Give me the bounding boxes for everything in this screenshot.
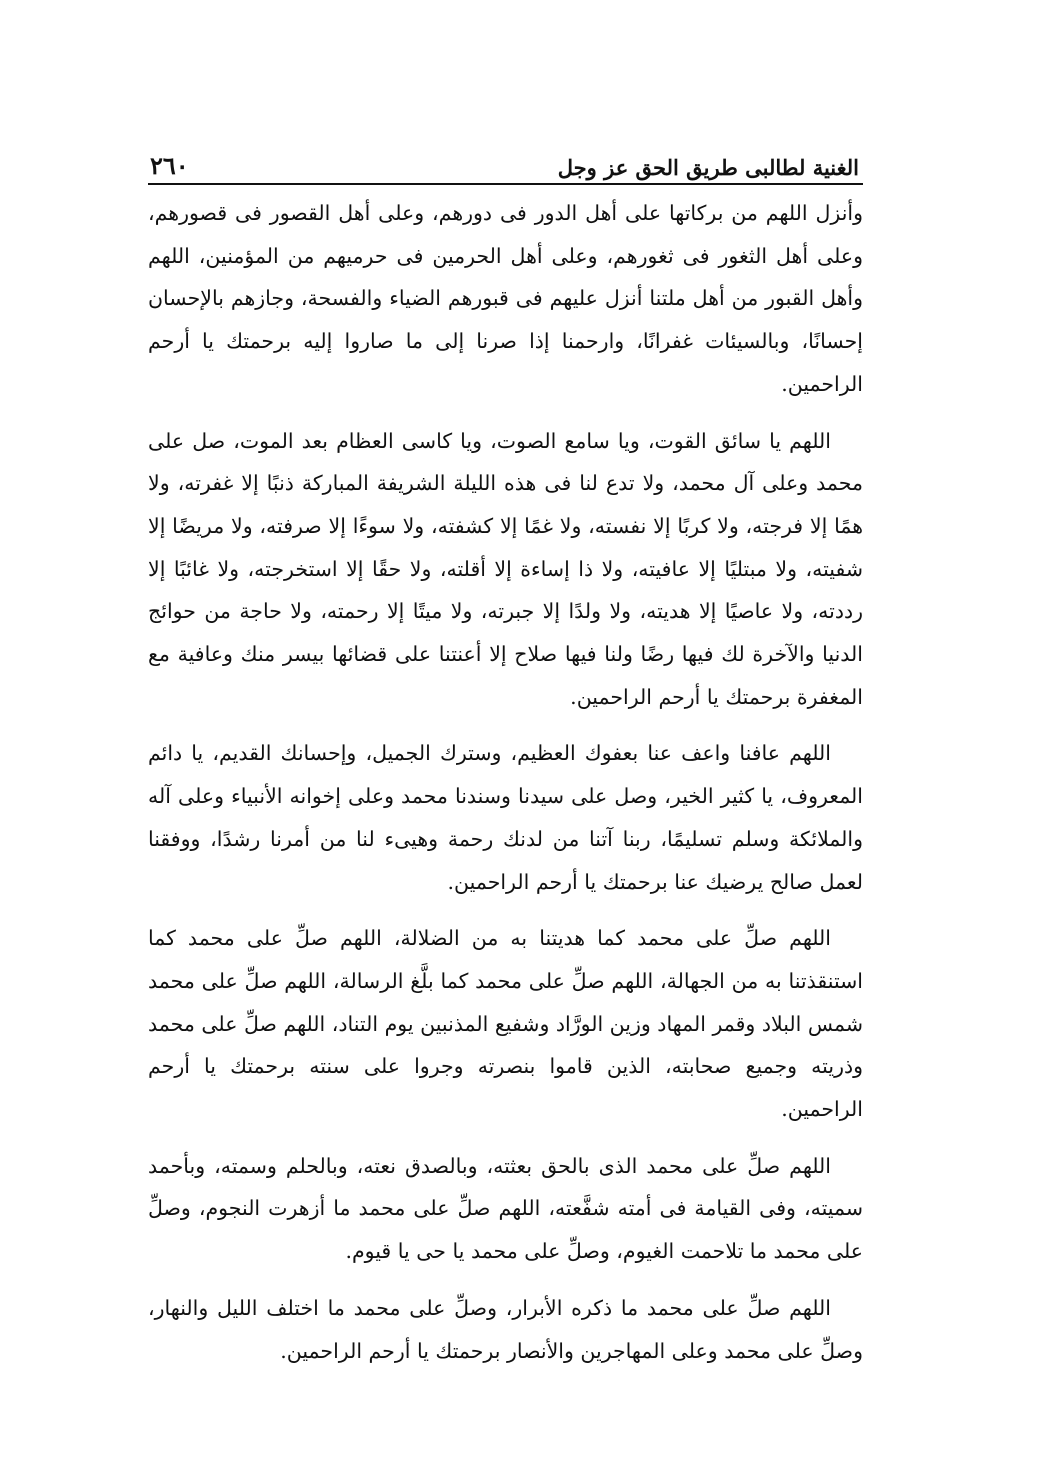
header-rule [148,183,863,185]
paragraph: اللهم صلِّ على محمد ما ذكره الأبرار، وصلِّ على محمد ما اختلف الليل والنهار، وصلِّ على محمد وعلى المهاجرين والأنصار برحمتك يا أرحم الراحمين. [148,1295,863,1363]
paragraph: وأنزل اللهم من بركاتها على أهل الدور فى دورهم، وعلى أهل القصور فى قصورهم، وعلى أهل الثغور فى ثغورهم، وعلى أهل الحرمين فى حرميهم من المؤمنين، اللهم وأهل القبور من أهل ملتنا أنزل عليهم فى قبورهم الضياء والفسحة، وجازهم بالإحسان إحسانًا، وبالسيئات غفرانًا، وارحمنا إذا صرنا إلى ما صاروا إليه برحمتك يا أرحم الراحمين. [148,201,863,396]
running-title: الغنية لطالبى طريق الحق عز وجل [557,155,859,180]
paragraph: اللهم صلِّ على محمد الذى بالحق بعثته، وبالصدق نعته، وبالحلم وسمته، وبأحمد سميته، وفى القيامة فى أمته شفَّعته، اللهم صلِّ على محمد ما أزهرت النجوم، وصلِّ على محمد ما تلاحمت الغيوم، وصلِّ على محمد يا حى يا قيوم. [148,1153,863,1264]
page-number: ٢٦٠ [150,151,189,180]
paragraph: اللهم عافنا واعف عنا بعفوك العظيم، وسترك الجميل، وإحسانك القديم، يا دائم المعروف، يا كثير الخير، وصل على سيدنا وسندنا محمد وعلى إخوانه الأنبياء وعلى آله والملائكة وسلم تسليمًا، ربنا آتنا من لدنك رحمة وهيىء لنا من أمرنا رشدًا، ووفقنا لعمل صالح يرضيك عنا برحمتك يا أرحم الراحمين. [148,741,863,894]
running-header [148,140,863,180]
paragraph: اللهم صلِّ على محمد كما هديتنا به من الضلالة، اللهم صلِّ على محمد كما استنقذتنا به من الجهالة، اللهم صلِّ على محمد كما بلَّغ الرسالة، اللهم صلِّ على محمد شمس البلاد وقمر المهاد وزين الورَّاد وشفيع المذنبين يوم التناد، اللهم صلِّ على محمد وذريته وجميع صحابته، الذين قاموا بنصرته وجروا على سنته برحمتك يا أرحم الراحمين. [148,926,863,1122]
paragraph: اللهم يا سائق القوت، ويا سامع الصوت، ويا كاسى العظام بعد الموت، صل على محمد وعلى آل محمد، ولا تدع لنا فى هذه الليلة الشريفة المباركة ذنبًا إلا غفرته، ولا همًا إلا فرجته، ولا كربًا إلا نفسته، ولا غمًا إلا كشفته، ولا سوءًا إلا صرفته، ولا مريضًا إلا شفيته، ولا مبتليًا إلا عافيته، ولا ذا إساءة إلا أقلته، ولا حقًا إلا استخرجته، ولا غائبًا إلا رددته، ولا عاصيًا إلا هديته، ولا ولدًا إلا جبرته، ولا ميتًا إلا رحمته، ولا حاجة من حوائج الدنيا والآخرة لك فيها رضًا ولنا فيها صلاح إلا أعنتنا على قضائها بيسر منك وعافية مع المغفرة برحمتك يا أرحم الراحمين. [148,428,863,709]
body-text [148,192,863,1372]
